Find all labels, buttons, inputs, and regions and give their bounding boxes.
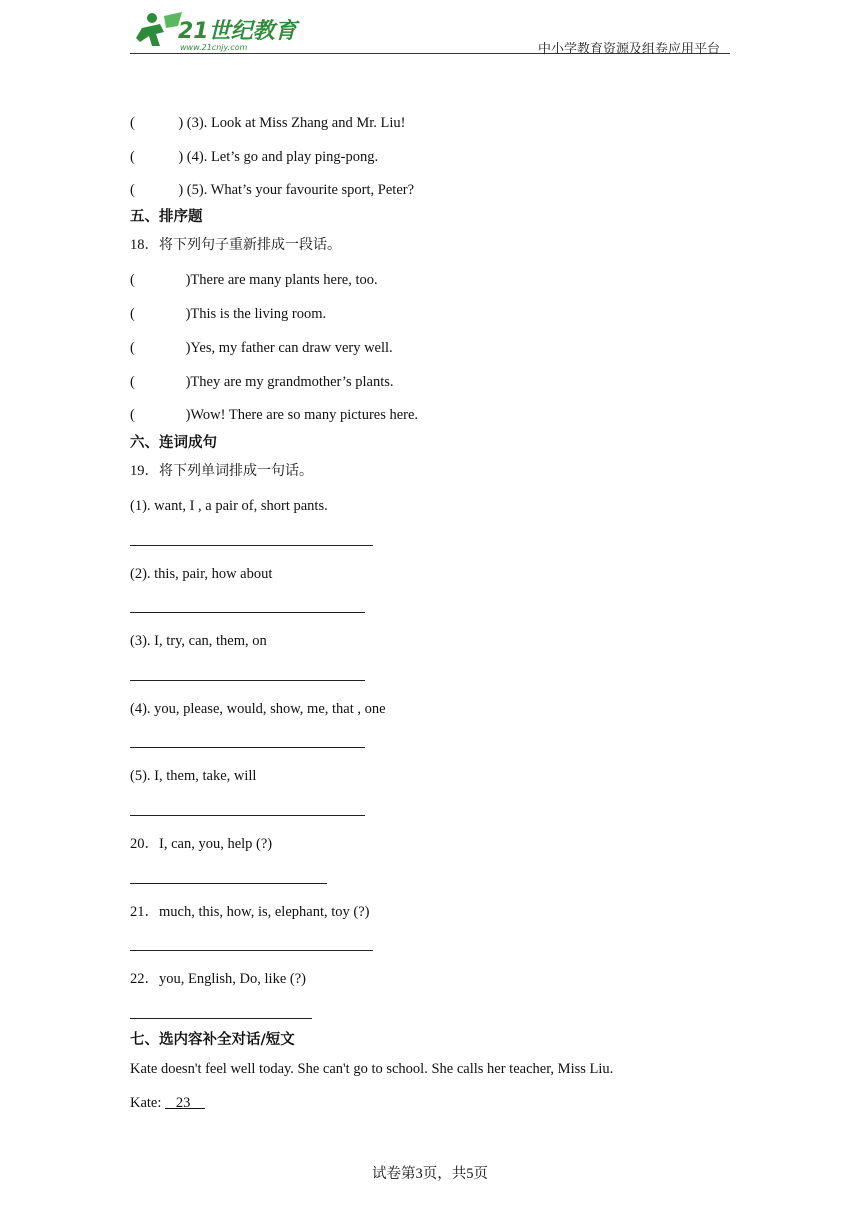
header-site-name: 中小学教育资源及组卷应用平台 [537, 42, 720, 57]
q19-item-4: (4). you, please, would, show, me, that , one [130, 701, 386, 717]
q17-item-4: ( ) (4). Let’s go and play ping-pong. [130, 149, 379, 165]
question-22: 22．you, English, Do, like (?) [130, 971, 306, 987]
question-21: 21．much, this, how, is, elephant, toy (?) [130, 904, 370, 920]
q17-item-5: ( ) (5). What’s your favourite sport, Peter? [130, 182, 415, 198]
question-18-prompt [130, 236, 341, 254]
header-divider [130, 53, 730, 54]
section-heading-6: 六、连词成句 [130, 435, 217, 451]
q18-item-1: ( )There are many plants here, too. [130, 272, 378, 288]
blank-23[interactable] [165, 1095, 205, 1111]
question-19-prompt [130, 462, 313, 480]
answer-line[interactable] [130, 747, 365, 748]
speaker-label: Kate: [130, 1095, 166, 1111]
logo-text: 21世纪教育 [178, 19, 297, 44]
section-heading-5: 五、排序题 [130, 209, 203, 225]
answer-line[interactable] [130, 612, 365, 613]
dialogue-line-kate [130, 1094, 205, 1112]
q18-item-3: ( )Yes, my father can draw very well. [130, 340, 393, 356]
section-heading-7: 七、选内容补全对话/短文 [130, 1032, 295, 1048]
q19-item-3: (3). I, try, can, them, on [130, 633, 267, 649]
answer-line[interactable] [130, 815, 365, 816]
question-number: 18． [130, 237, 159, 253]
q19-item-1: (1). want, I , a pair of, short pants. [130, 498, 328, 514]
q17-item-3: ( ) (3). Look at Miss Zhang and Mr. Liu! [130, 115, 406, 131]
answer-line[interactable] [130, 883, 327, 884]
q19-item-2: (2). this, pair, how about [130, 566, 273, 582]
blank-number: 23 [175, 1095, 191, 1111]
answer-line[interactable] [130, 680, 365, 681]
site-logo [130, 8, 300, 54]
question-number: 19． [130, 463, 159, 479]
page-header [130, 8, 730, 56]
question-text: 将下列句子重新排成一段话。 [159, 237, 341, 253]
page-footer: 试卷第3页，共5页 [372, 1166, 488, 1182]
q18-item-4: ( )They are my grandmother’s plants. [130, 374, 394, 390]
question-20: 20．I, can, you, help (?) [130, 836, 273, 852]
answer-line[interactable] [130, 1018, 312, 1019]
logo-subtext: www.21cnjy.com [180, 43, 248, 52]
answer-line[interactable] [130, 950, 373, 951]
question-text: 将下列单词排成一句话。 [159, 463, 313, 479]
q18-item-5: ( )Wow! There are so many pictures here. [130, 407, 419, 423]
answer-line[interactable] [130, 545, 373, 546]
q19-item-5: (5). I, them, take, will [130, 768, 257, 784]
q18-item-2: ( )This is the living room. [130, 306, 327, 322]
passage-intro: Kate doesn't feel well today. She can't go to school. She calls her teacher, Miss Liu. [130, 1061, 614, 1077]
